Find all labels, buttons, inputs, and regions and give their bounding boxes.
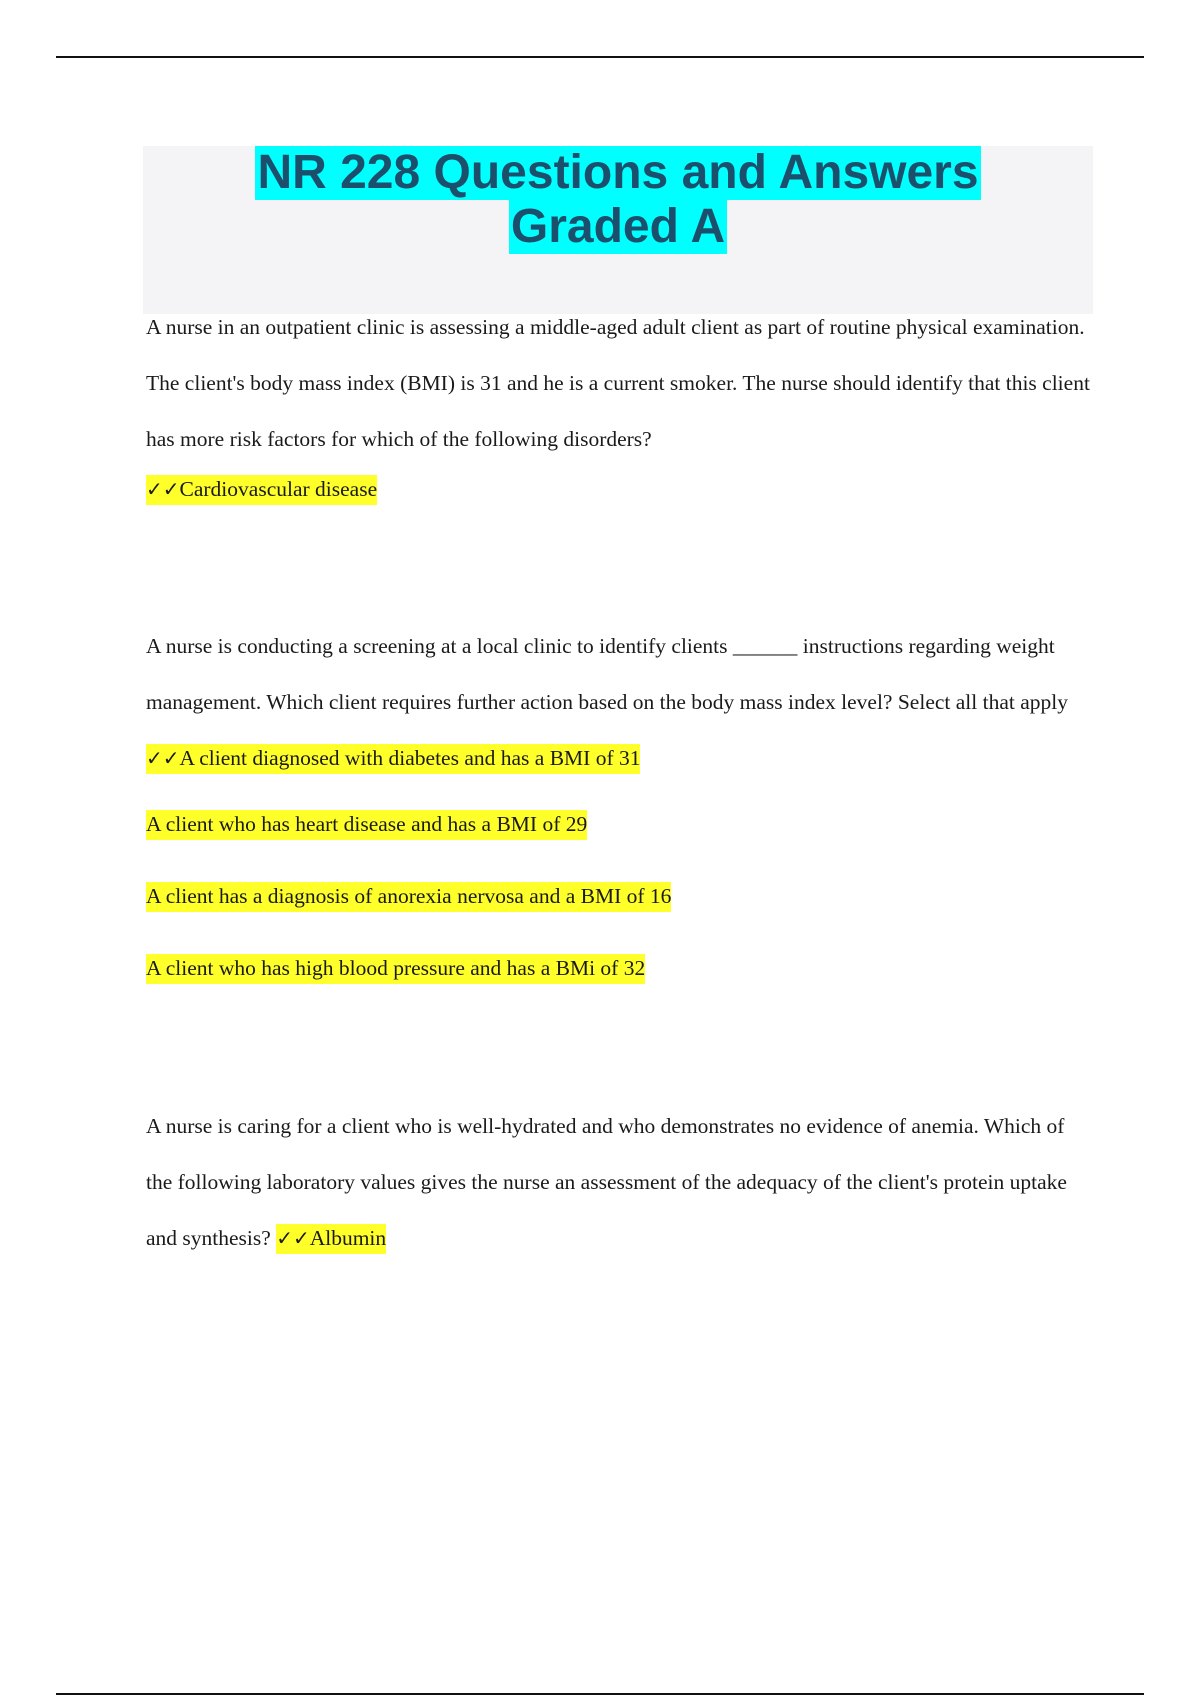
question-2-extra-answer-2: A client has a diagnosis of anorexia nervosa and a BMI of 16: [146, 882, 671, 912]
question-text: [146, 1098, 1096, 1266]
page-title-line-1: NR 228 Questions and Answers: [257, 146, 979, 199]
checkmark-icon: ✓✓: [146, 746, 180, 770]
answer-line: [146, 950, 1096, 986]
answer-line: [146, 467, 1096, 511]
question-2-text: A nurse is conducting a screening at a local clinic to identify clients ______ instructions regarding weight management. Which client requires further action based on the body mass index level? Select all that apply: [146, 634, 1069, 714]
question-1-answer: Cardiovascular disease: [179, 477, 378, 501]
footer-rule: [56, 1693, 1144, 1695]
question-2-extra-answer-1: A client who has heart disease and has a BMI of 29: [146, 810, 587, 840]
title-block: [143, 146, 1093, 314]
question-2-extra-answer-3: A client who has high blood pressure and has a BMi of 32: [146, 954, 645, 984]
question-text: [146, 299, 1096, 467]
checkmark-icon: ✓✓: [146, 477, 180, 501]
question-3-text: A nurse is caring for a client who is well-hydrated and who demonstrates no evidence of anemia. Which of the following laboratory values gives the nurse an assessment of the adequacy of the client's protein uptake and synthesis?: [146, 1114, 1067, 1250]
question-1-text: A nurse in an outpatient clinic is assessing a middle-aged adult client as part of routine physical examination. The client's body mass index (BMI) is 31 and he is a current smoker. The nurse should identify that this client has more risk factors for which of the following disorders?: [146, 315, 1090, 451]
checkmark-icon: ✓✓: [276, 1226, 310, 1250]
question-3-answer: Albumin: [309, 1226, 387, 1250]
question-2-answer: A client diagnosed with diabetes and has a BMI of 31: [179, 746, 641, 770]
question-2: [146, 618, 1096, 986]
answer-highlight: [146, 744, 640, 774]
page-title-line-2: Graded A: [510, 200, 726, 253]
answer-highlight: [146, 475, 377, 505]
answer-line: [146, 878, 1096, 914]
question-1: [146, 299, 1096, 511]
answer-highlight: [276, 1224, 386, 1254]
answer-line: [146, 806, 1096, 842]
question-3: [146, 1098, 1096, 1266]
question-text: [146, 618, 1096, 786]
header-rule: [56, 56, 1144, 58]
